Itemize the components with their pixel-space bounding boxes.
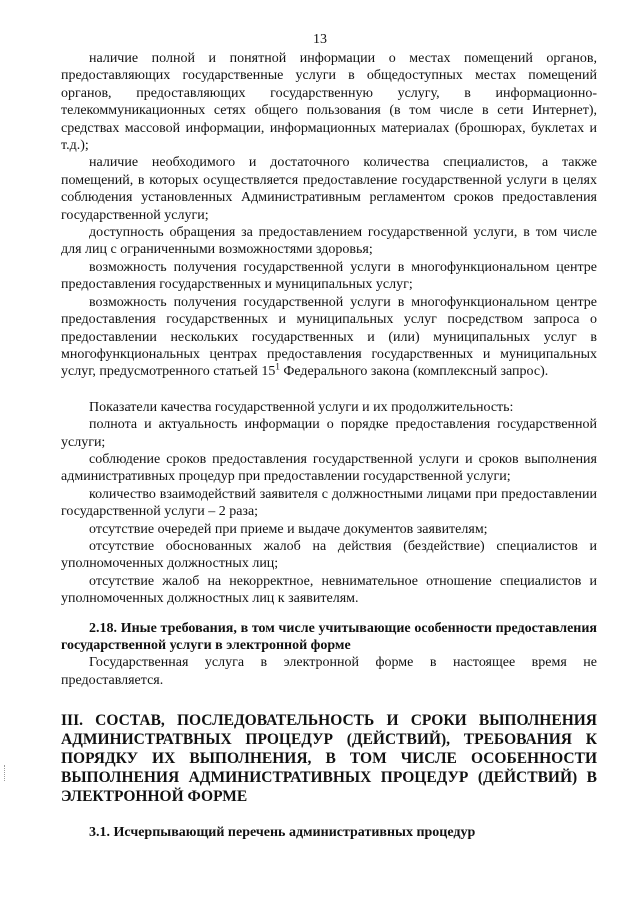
paragraph: полнота и актуальность информации о порядке предоставления государственной услуги; — [61, 417, 597, 450]
section-2-18-heading: 2.18. Иные требования, в том числе учитывающие особенности предоставления государственной услуги в электронной форме — [61, 620, 597, 653]
paragraph-text: возможность получения государственной услуги в многофункциональном центре предоставления государственных и муниципальных услуг посредством запроса о предоставлении нескольких государственных и (или) муниципальных услуг в многофункциональных центрах предоставления государственных и муниципальных услуг, предусмотренного статьей 15 — [61, 294, 597, 380]
paragraph: наличие полной и понятной информации о местах помещений органов, предоставляющих государственные услуги в общедоступных местах помещений органов, предоставляющих государственную услугу, в информационно-телекоммуникационных сетях общего пользования (в том числе в сети Интернет), средствах массовой информации, информационных материалах (брошюрах, буклетах и т.д.); — [61, 51, 597, 154]
section-3-1-heading: 3.1. Исчерпывающий перечень административных процедур — [89, 825, 476, 841]
paragraph: наличие необходимого и достаточного количества специалистов, а также помещений, в которых осуществляется предоставление государственной услуги в целях соблюдения установленных Административным регламентом сроков предоставления государственной услуги; — [61, 155, 597, 223]
page-content — [61, 50, 597, 842]
margin-mark — [4, 765, 7, 781]
section-3-title: III. СОСТАВ, ПОСЛЕДОВАТЕЛЬНОСТЬ И СРОКИ ВЫПОЛНЕНИЯ АДМИНИСТРАТВНЫХ ПРОЦЕДУР (ДЕЙСТВИЙ), ТРЕБОВАНИЯ К ПОРЯДКУ ИХ ВЫПОЛНЕНИЯ, В ТОМ ЧИСЛЕ ОСОБЕННОСТИ ВЫПОЛНЕНИЯ АДМИНИСТРАТИВНЫХ ПРОЦЕДУР (ДЕЙСТВИЙ) В ЭЛЕКТРОННОЙ ФОРМЕ — [61, 712, 597, 806]
paragraph: отсутствие обоснованных жалоб на действия (бездействие) специалистов и уполномоченных должностных лиц; — [61, 538, 597, 572]
paragraph: доступность обращения за предоставлением государственной услуги, в том числе для лиц с ограниченными возможностями здоровья; — [61, 225, 597, 258]
paragraph-text: Федерального закона (комплексный запрос). — [279, 364, 549, 380]
paragraph: отсутствие жалоб на некорректное, невнимательное отношение специалистов и уполномоченных должностных лиц к заявителям. — [61, 573, 597, 607]
paragraph: отсутствие очередей при приеме и выдаче документов заявителям; — [89, 521, 488, 537]
paragraph-complex-request — [61, 294, 597, 381]
paragraph: возможность получения государственной услуги в многофункциональном центре предоставления государственных и муниципальных услуг; — [61, 259, 597, 293]
paragraph: соблюдение сроков предоставления государственной услуги и сроков выполнения административных процедур при предоставлении государственной услуги; — [61, 451, 597, 485]
paragraph: количество взаимодействий заявителя с должностными лицами при предоставлении государственной услуги – 2 раза; — [61, 486, 597, 520]
quality-indicators-title: Показатели качества государственной услуги и их продолжительность: — [89, 399, 514, 415]
superscript: 1 — [275, 361, 280, 372]
page-number: 13 — [313, 32, 327, 47]
section-2-18-text: Государственная услуга в электронной форме в настоящее время не предоставляется. — [61, 655, 597, 688]
